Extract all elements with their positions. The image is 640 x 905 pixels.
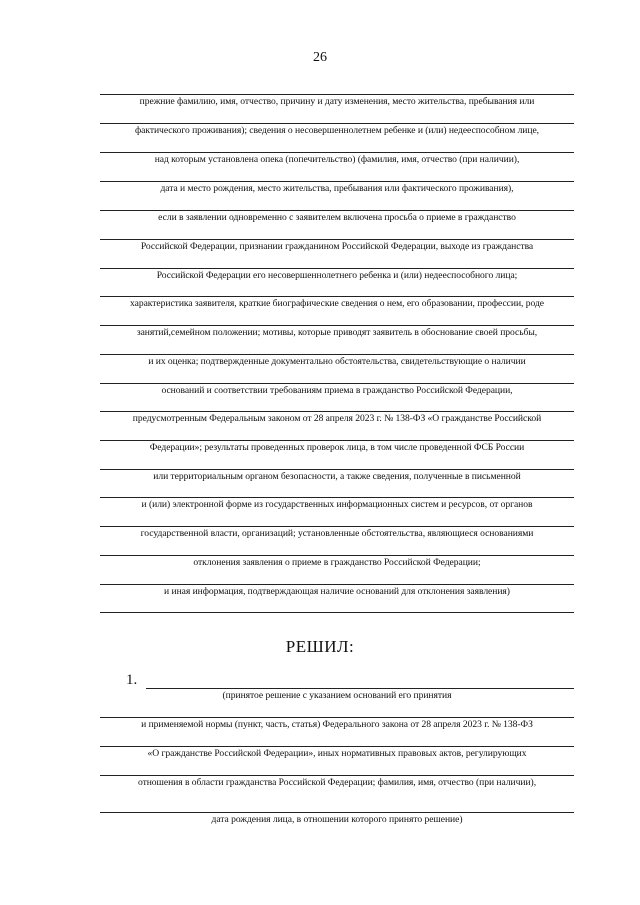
form-rule [100,411,574,412]
form-rule [100,268,574,269]
form-rule [100,584,574,585]
form-rule [100,775,574,776]
page-number: 26 [313,50,327,65]
form-rule [100,497,574,498]
form-caption-line: оснований и соответствии требованиям приема в гражданство Российской Федерации, [161,385,513,396]
form-rule [100,181,574,182]
form-caption-line: дата и место рождения, место жительства, пребывания или фактического проживания), [160,183,514,194]
form-rule [100,440,574,441]
form-rule [100,94,574,95]
form-caption-line: если в заявлении одновременно с заявителем включена просьба о приеме в гражданство [158,212,516,223]
form-caption-line: фактического проживания); сведения о несовершеннолетнем ребенке и (или) недееспособном лице, [134,125,540,136]
decision-caption-line: (принятое решение с указанием оснований его принятия [222,690,452,701]
form-rule [100,469,574,470]
form-caption-line: государственной власти, организаций; установленные обстоятельства, являющиеся основаниями [140,528,534,539]
decision-heading: РЕШИЛ: [285,637,355,656]
form-rule [100,296,574,297]
form-caption-line: прежние фамилию, имя, отчество, причину и дату изменения, место жительства, пребывания или [139,96,535,107]
form-caption-line: Российской Федерации, признании гражданином Российской Федерации, выходе из гражданства [140,241,534,252]
form-rule [100,354,574,355]
form-caption-line: и (или) электронной форме из государственных информационных систем и ресурсов, от органов [141,499,533,510]
form-caption-line: характеристика заявителя, краткие биографические сведения о нем, его образовании, профессии, роде [130,298,544,309]
form-rule [100,383,574,384]
form-caption-line: Российской Федерации его несовершеннолетнего ребенка и (или) недееспособного лица; [156,270,518,281]
form-caption-line: и их оценка; подтвержденные документально обстоятельства, свидетельствующие о наличии [148,356,526,367]
form-rule [100,526,574,527]
form-rule [100,612,574,613]
form-rule [100,123,574,124]
form-caption-line: предусмотренным Федеральным законом от 28 апреля 2023 г. № 138-ФЗ «О гражданстве Российской [132,413,542,424]
form-caption-line: отклонения заявления о приеме в гражданство Российской Федерации; [193,557,481,568]
item-number: 1. [126,672,138,688]
form-caption-line: над которым установлена опека (попечительство) (фамилия, имя, отчество (при наличии), [154,154,520,165]
form-rule [100,210,574,211]
form-rule [100,717,574,718]
form-rule [100,239,574,240]
decision-caption-line: и применяемой нормы (пункт, часть, статья) Федерального закона от 28 апреля 2023 г. № 138-ФЗ [141,719,533,730]
form-rule [100,555,574,556]
form-rule [100,746,574,747]
form-rule [100,812,574,813]
form-caption-line: или территориальным органом безопасности, а также сведения, полученные в письменной [153,471,521,482]
form-caption-line: занятий,семейном положении; мотивы, которые приводят заявитель в обоснование своей просьбы, [136,327,538,338]
form-caption-line: Федерации»; результаты проведенных проверок лица, в том числе проведенной ФСБ России [149,442,525,453]
decision-caption-line: дата рождения лица, в отношении которого принято решение) [211,814,463,825]
decision-caption-line: «О гражданстве Российской Федерации», иных нормативных правовых актов, регулирующих [147,748,527,759]
form-rule [100,325,574,326]
decision-caption-line: отношения в области гражданства Российской Федерации; фамилия, имя, отчество (при наличии), [137,777,537,788]
decision-rule [146,688,574,689]
form-rule [100,152,574,153]
form-caption-line: и иная информация, подтверждающая наличие оснований для отклонения заявления) [164,586,510,597]
